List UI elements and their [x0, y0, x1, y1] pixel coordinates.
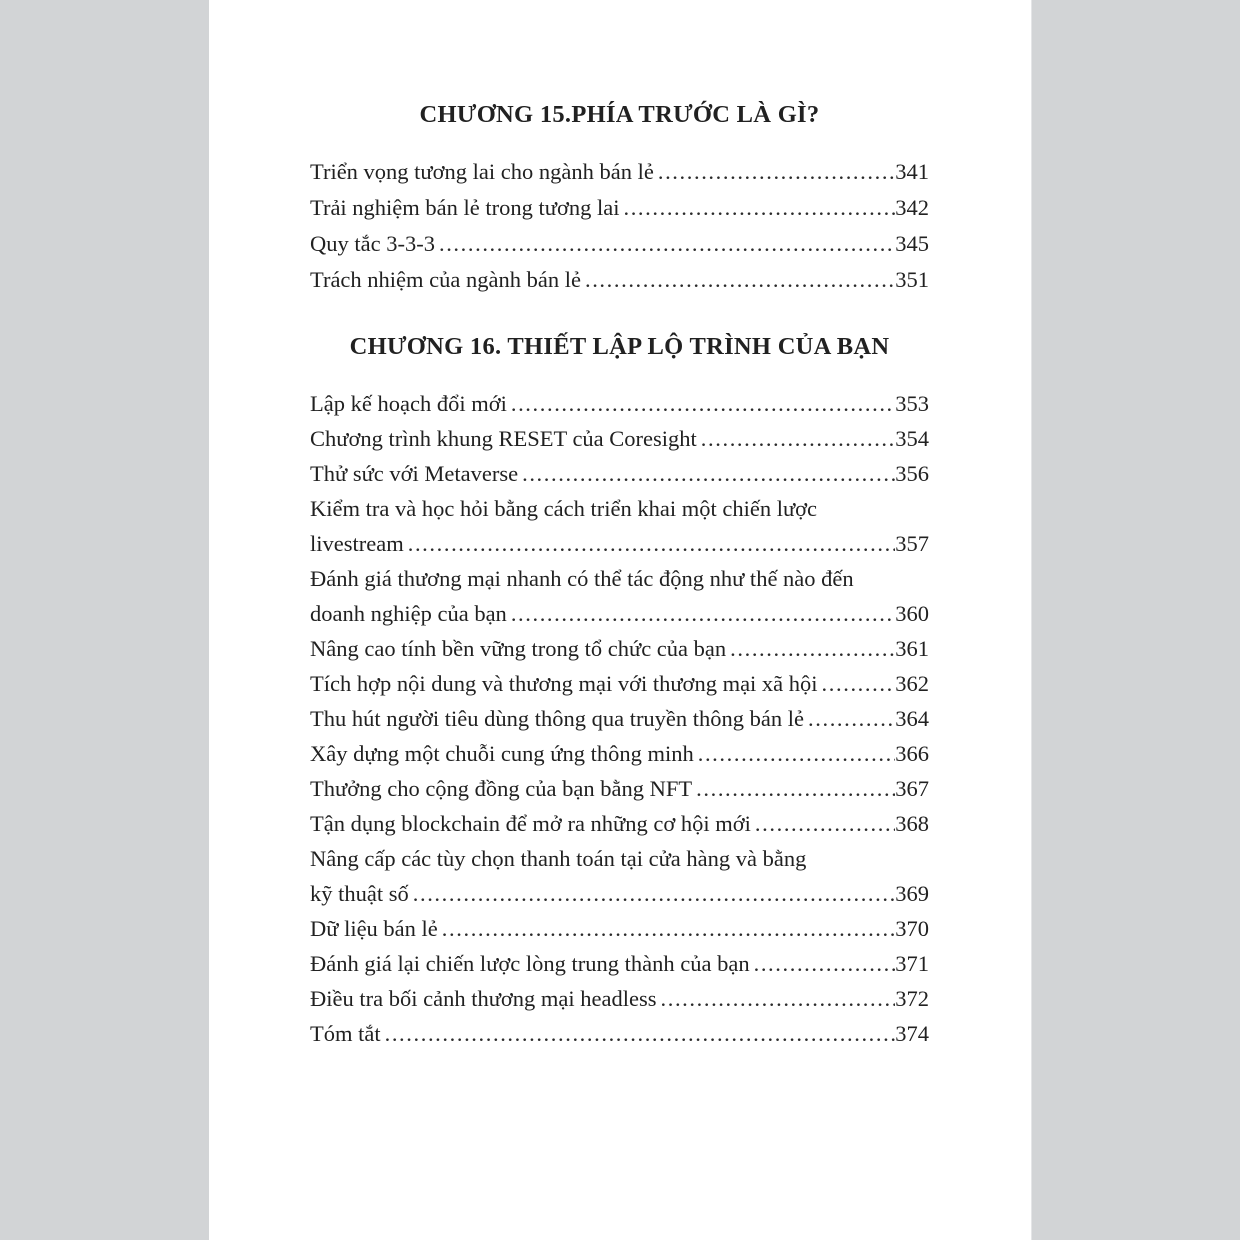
dot-leader	[518, 456, 895, 491]
toc-entry	[310, 154, 929, 190]
toc-entry	[310, 771, 929, 806]
toc-entry-title: Nâng cao tính bền vững trong tổ chức của bạn	[310, 636, 727, 661]
toc-entry-page: 364	[895, 706, 929, 731]
toc-entry	[310, 456, 929, 491]
toc-entry-title: Điều tra bối cảnh thương mại headless	[310, 986, 657, 1011]
toc-entry-page: 356	[895, 461, 929, 486]
toc-entry	[310, 631, 929, 666]
toc-entry-title: Tận dụng blockchain để mở ra những cơ hội mới	[310, 811, 751, 836]
chapter-15-heading: CHƯƠNG 15.PHÍA TRƯỚC LÀ GÌ?	[419, 101, 820, 128]
dot-leader	[438, 911, 895, 946]
toc-entry-page: 369	[895, 881, 929, 906]
toc-entry-title: Xây dựng một chuỗi cung ứng thông minh	[310, 741, 694, 766]
toc-entry-page: 341	[895, 159, 929, 184]
toc-entry-page: 370	[895, 916, 929, 941]
toc-entry-page: 353	[895, 391, 929, 416]
toc-entry-line1	[310, 841, 929, 876]
toc-entry-page: 362	[895, 671, 929, 696]
toc-entry-line1	[310, 491, 929, 526]
toc-entry-line2	[310, 876, 929, 911]
toc-entry-title: Thử sức với Metaverse	[310, 461, 519, 486]
toc-entry-title: Tích hợp nội dung và thương mại với thương mại xã hội	[310, 671, 818, 696]
dot-leader	[818, 666, 896, 701]
dot-leader	[751, 806, 895, 841]
toc-entry	[310, 666, 929, 701]
toc-entry-page: 357	[895, 531, 929, 556]
toc-entry-page: 372	[895, 986, 929, 1011]
toc-entry-title: Đánh giá lại chiến lược lòng trung thành của bạn	[310, 951, 750, 976]
dot-leader	[692, 771, 895, 806]
toc-entry	[310, 421, 929, 456]
toc-entry-title: Dữ liệu bán lẻ	[310, 916, 438, 941]
chapter-16-entries	[310, 386, 929, 1051]
toc-entry-page: 351	[895, 267, 929, 292]
toc-entry	[310, 981, 929, 1016]
toc-entry-title: Thu hút người tiêu dùng thông qua truyền thông bán lẻ	[310, 706, 805, 731]
dot-leader	[581, 262, 895, 298]
toc-entry-page: 371	[895, 951, 929, 976]
toc-entry	[310, 190, 929, 226]
toc-entry-title: Trải nghiệm bán lẻ trong tương lai	[310, 195, 620, 220]
dot-leader	[409, 876, 896, 911]
table-of-contents	[209, 0, 1031, 1051]
toc-entry-line2	[310, 596, 929, 631]
dot-leader	[435, 226, 895, 262]
toc-entry	[310, 262, 929, 298]
toc-entry	[310, 806, 929, 841]
toc-entry-line2	[310, 526, 929, 561]
toc-entry-title-continued: kỹ thuật số	[310, 881, 409, 906]
toc-entry-page: 354	[895, 426, 929, 451]
toc-entry-title: Lập kế hoạch đổi mới	[310, 391, 507, 416]
chapter-15-entries	[310, 154, 929, 298]
toc-entry-title: Tóm tắt	[310, 1021, 381, 1046]
toc-entry	[310, 701, 929, 736]
dot-leader	[507, 596, 895, 631]
toc-entry-page: 368	[895, 811, 929, 836]
dot-leader	[654, 154, 895, 190]
toc-entry-page: 342	[895, 195, 929, 220]
toc-entry-line1	[310, 561, 929, 596]
toc-entry-page: 374	[895, 1021, 929, 1046]
right-gray-margin	[1031, 0, 1240, 1240]
toc-entry-title: Triển vọng tương lai cho ngành bán lẻ	[310, 159, 654, 184]
left-gray-margin	[0, 0, 210, 1240]
toc-entry-page: 367	[895, 776, 929, 801]
dot-leader	[619, 190, 895, 226]
toc-entry	[310, 386, 929, 421]
toc-entry-page: 345	[895, 231, 929, 256]
toc-entry	[310, 736, 929, 771]
toc-page	[209, 0, 1031, 1240]
toc-entry-page: 366	[895, 741, 929, 766]
toc-entry-title: Chương trình khung RESET của Coresight	[310, 426, 697, 451]
toc-entry-page: 360	[895, 601, 929, 626]
dot-leader	[804, 701, 895, 736]
toc-entry-page: 361	[895, 636, 929, 661]
toc-entry	[310, 911, 929, 946]
dot-leader	[750, 946, 896, 981]
toc-entry-title: Thưởng cho cộng đồng của bạn bằng NFT	[310, 776, 693, 801]
chapter-16-heading: CHƯƠNG 16. THIẾT LẬP LỘ TRÌNH CỦA BẠN	[349, 333, 890, 360]
dot-leader	[404, 526, 896, 561]
dot-leader	[657, 981, 896, 1016]
toc-entry	[310, 946, 929, 981]
toc-entry-title-continued: doanh nghiệp của bạn	[310, 601, 507, 626]
toc-entry-title: Đánh giá thương mại nhanh có thể tác động như thế nào đến	[310, 566, 854, 591]
dot-leader	[726, 631, 895, 666]
toc-entry-title: Trách nhiệm của ngành bán lẻ	[310, 267, 581, 292]
toc-entry-title: Quy tắc 3-3-3	[310, 231, 435, 256]
dot-leader	[694, 736, 896, 771]
dot-leader	[507, 386, 895, 421]
toc-entry-title: Nâng cấp các tùy chọn thanh toán tại cửa hàng và bằng	[310, 846, 807, 871]
toc-entry	[310, 1016, 929, 1051]
toc-entry-title: Kiểm tra và học hỏi bằng cách triển khai một chiến lược	[310, 496, 818, 521]
toc-entry-title-continued: livestream	[310, 531, 404, 556]
dot-leader	[697, 421, 895, 456]
toc-entry	[310, 226, 929, 262]
dot-leader	[381, 1016, 896, 1051]
